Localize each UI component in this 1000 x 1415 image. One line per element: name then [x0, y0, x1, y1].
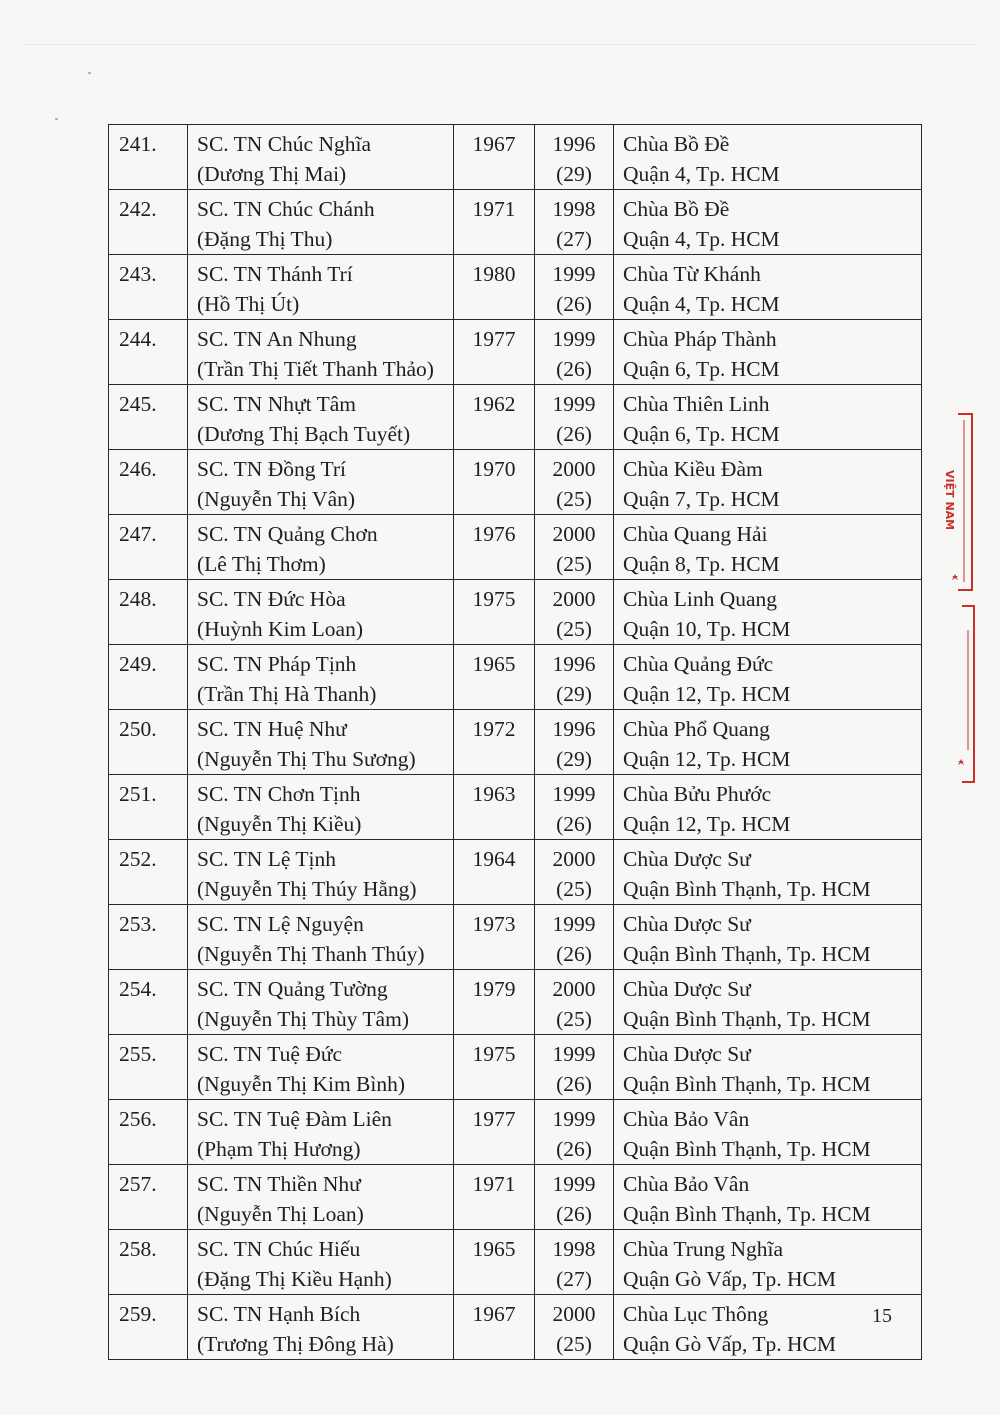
row-number-cell	[109, 970, 188, 1035]
temple-name: Chùa Phổ Quang	[623, 717, 770, 741]
temple-cell	[614, 1165, 922, 1230]
name-cell	[188, 450, 454, 515]
years-count: (26)	[556, 292, 592, 316]
temple-cell	[614, 645, 922, 710]
row-number-cell	[109, 905, 188, 970]
dharma-name: SC. TN Quảng Chơn	[197, 522, 378, 546]
row-number-cell	[109, 255, 188, 320]
years-count: (26)	[556, 1202, 592, 1226]
birth-year-cell	[454, 840, 535, 905]
dharma-name: SC. TN Tuệ Đàm Liên	[197, 1107, 392, 1131]
ordination-year: 2000	[552, 522, 596, 546]
birth-year: 1972	[472, 717, 516, 741]
lay-name: (Nguyễn Thị Thanh Thúy)	[197, 942, 425, 966]
table-row	[109, 515, 922, 580]
dharma-name: SC. TN Chơn Tịnh	[197, 782, 361, 806]
ordination-year: 1999	[552, 1172, 596, 1196]
ordination-cell	[535, 840, 614, 905]
row-number: 243.	[119, 262, 157, 286]
row-number-cell	[109, 320, 188, 385]
ordination-cell	[535, 710, 614, 775]
lay-name: (Nguyễn Thị Vân)	[197, 487, 356, 511]
row-number: 246.	[119, 457, 157, 481]
birth-year: 1971	[472, 197, 516, 221]
temple-location: Quận Bình Thạnh, Tp. HCM	[623, 1137, 871, 1161]
years-count: (25)	[556, 877, 592, 901]
dharma-name: SC. TN Quảng Tường	[197, 977, 388, 1001]
temple-cell	[614, 125, 922, 190]
name-cell	[188, 190, 454, 255]
temple-name: Chùa Thiên Linh	[623, 392, 770, 416]
row-number-cell	[109, 1035, 188, 1100]
red-stamp-mark	[938, 410, 978, 790]
birth-year-cell	[454, 320, 535, 385]
birth-year-cell	[454, 1035, 535, 1100]
years-count: (25)	[556, 1332, 592, 1356]
row-number-cell	[109, 515, 188, 580]
table-row	[109, 1035, 922, 1100]
table-row	[109, 970, 922, 1035]
temple-cell	[614, 1230, 922, 1295]
temple-name: Chùa Bảo Vân	[623, 1107, 750, 1131]
birth-year: 1977	[472, 1107, 516, 1131]
dharma-name: SC. TN Tuệ Đức	[197, 1042, 343, 1066]
birth-year: 1962	[472, 392, 516, 416]
lay-name: (Trương Thị Đông Hà)	[197, 1332, 394, 1356]
birth-year-cell	[454, 710, 535, 775]
temple-name: Chùa Bửu Phước	[623, 782, 772, 806]
birth-year: 1973	[472, 912, 516, 936]
name-cell	[188, 970, 454, 1035]
dharma-name: SC. TN Pháp Tịnh	[197, 652, 357, 676]
temple-location: Quận Bình Thạnh, Tp. HCM	[623, 1202, 871, 1226]
scan-speck	[55, 118, 58, 120]
dharma-name: SC. TN An Nhung	[197, 327, 357, 351]
row-number: 252.	[119, 847, 157, 871]
temple-location: Quận Bình Thạnh, Tp. HCM	[623, 877, 871, 901]
years-count: (26)	[556, 1137, 592, 1161]
row-number-cell	[109, 1100, 188, 1165]
years-count: (26)	[556, 422, 592, 446]
years-count: (27)	[556, 1267, 592, 1291]
name-cell	[188, 580, 454, 645]
birth-year-cell	[454, 905, 535, 970]
temple-cell	[614, 775, 922, 840]
name-cell	[188, 840, 454, 905]
temple-location: Quận 12, Tp. HCM	[623, 682, 791, 706]
birth-year: 1975	[472, 1042, 516, 1066]
name-cell	[188, 320, 454, 385]
temple-location: Quận 4, Tp. HCM	[623, 227, 780, 251]
ordination-year: 1999	[552, 392, 596, 416]
row-number-cell	[109, 775, 188, 840]
temple-name: Chùa Dược Sư	[623, 1042, 751, 1066]
birth-year-cell	[454, 255, 535, 320]
temple-name: Chùa Linh Quang	[623, 587, 778, 611]
temple-cell	[614, 255, 922, 320]
dharma-name: SC. TN Chúc Nghĩa	[197, 132, 371, 156]
name-cell	[188, 385, 454, 450]
ordination-cell	[535, 450, 614, 515]
name-cell	[188, 1100, 454, 1165]
row-number: 256.	[119, 1107, 157, 1131]
years-count: (25)	[556, 1007, 592, 1031]
birth-year-cell	[454, 1230, 535, 1295]
name-cell	[188, 905, 454, 970]
birth-year-cell	[454, 970, 535, 1035]
table-row	[109, 840, 922, 905]
name-cell	[188, 255, 454, 320]
name-cell	[188, 1295, 454, 1360]
temple-cell	[614, 710, 922, 775]
row-number: 242.	[119, 197, 157, 221]
table-row	[109, 320, 922, 385]
birth-year-cell	[454, 125, 535, 190]
table-row	[109, 255, 922, 320]
lay-name: (Nguyễn Thị Thúy Hằng)	[197, 877, 417, 901]
lay-name: (Huỳnh Kim Loan)	[197, 617, 363, 641]
years-count: (29)	[556, 682, 592, 706]
temple-name: Chùa Dược Sư	[623, 847, 751, 871]
temple-cell	[614, 905, 922, 970]
years-count: (29)	[556, 162, 592, 186]
row-number-cell	[109, 385, 188, 450]
birth-year-cell	[454, 775, 535, 840]
ordination-cell	[535, 775, 614, 840]
row-number: 257.	[119, 1172, 157, 1196]
years-count: (26)	[556, 812, 592, 836]
birth-year-cell	[454, 190, 535, 255]
table-row	[109, 1165, 922, 1230]
temple-name: Chùa Dược Sư	[623, 977, 751, 1001]
ordination-cell	[535, 385, 614, 450]
ordination-year: 1998	[552, 1237, 596, 1261]
row-number: 249.	[119, 652, 157, 676]
temple-name: Chùa Quang Hải	[623, 522, 768, 546]
temple-name: Chùa Dược Sư	[623, 912, 751, 936]
temple-location: Quận 6, Tp. HCM	[623, 422, 780, 446]
lay-name: (Nguyễn Thị Loan)	[197, 1202, 364, 1226]
temple-location: Quận 12, Tp. HCM	[623, 747, 791, 771]
lay-name: (Dương Thị Bạch Tuyết)	[197, 422, 411, 446]
lay-name: (Nguyễn Thị Kim Bình)	[197, 1072, 406, 1096]
name-cell	[188, 1165, 454, 1230]
temple-location: Quận 12, Tp. HCM	[623, 812, 791, 836]
name-cell	[188, 710, 454, 775]
row-number: 251.	[119, 782, 157, 806]
row-number: 244.	[119, 327, 157, 351]
table-row	[109, 1100, 922, 1165]
name-cell	[188, 1230, 454, 1295]
lay-name: (Trần Thị Tiết Thanh Thảo)	[197, 357, 434, 381]
temple-location: Quận Bình Thạnh, Tp. HCM	[623, 1072, 871, 1096]
row-number-cell	[109, 1230, 188, 1295]
dharma-name: SC. TN Hạnh Bích	[197, 1302, 361, 1326]
years-count: (25)	[556, 552, 592, 576]
table-row	[109, 775, 922, 840]
row-number: 254.	[119, 977, 157, 1001]
temple-name: Chùa Kiều Đàm	[623, 457, 763, 481]
ordination-year: 2000	[552, 1302, 596, 1326]
ordination-year: 1998	[552, 197, 596, 221]
temple-name: Chùa Từ Khánh	[623, 262, 761, 286]
name-cell	[188, 1035, 454, 1100]
ordination-year: 1996	[552, 652, 596, 676]
table-row	[109, 190, 922, 255]
temple-location: Quận Bình Thạnh, Tp. HCM	[623, 1007, 871, 1031]
row-number: 245.	[119, 392, 157, 416]
table-row	[109, 645, 922, 710]
temple-location: Quận 10, Tp. HCM	[623, 617, 791, 641]
temple-cell	[614, 1100, 922, 1165]
temple-cell	[614, 450, 922, 515]
table-row	[109, 580, 922, 645]
row-number-cell	[109, 840, 188, 905]
temple-location: Quận 4, Tp. HCM	[623, 292, 780, 316]
temple-location: Quận Gò Vấp, Tp. HCM	[623, 1267, 837, 1291]
row-number-cell	[109, 580, 188, 645]
ordination-cell	[535, 645, 614, 710]
years-count: (25)	[556, 617, 592, 641]
name-cell	[188, 515, 454, 580]
birth-year: 1967	[472, 1302, 516, 1326]
scan-speck	[88, 72, 91, 74]
ordination-cell	[535, 905, 614, 970]
lay-name: (Nguyễn Thị Thùy Tâm)	[197, 1007, 409, 1031]
years-count: (27)	[556, 227, 592, 251]
dharma-name: SC. TN Lệ Nguyện	[197, 912, 364, 936]
ordination-cell	[535, 970, 614, 1035]
temple-cell	[614, 1035, 922, 1100]
name-cell	[188, 125, 454, 190]
ordination-cell	[535, 1165, 614, 1230]
row-number-cell	[109, 125, 188, 190]
ordination-year: 1996	[552, 717, 596, 741]
birth-year: 1970	[472, 457, 516, 481]
ordination-year: 1999	[552, 782, 596, 806]
birth-year: 1976	[472, 522, 516, 546]
years-count: (26)	[556, 942, 592, 966]
row-number: 248.	[119, 587, 157, 611]
ordination-cell	[535, 1100, 614, 1165]
birth-year: 1971	[472, 1172, 516, 1196]
roster-table	[108, 124, 922, 1360]
dharma-name: SC. TN Thánh Trí	[197, 262, 353, 286]
birth-year-cell	[454, 580, 535, 645]
birth-year: 1963	[472, 782, 516, 806]
name-cell	[188, 645, 454, 710]
table-row	[109, 710, 922, 775]
table-row	[109, 450, 922, 515]
birth-year: 1967	[472, 132, 516, 156]
row-number: 247.	[119, 522, 157, 546]
temple-cell	[614, 840, 922, 905]
table-row	[109, 905, 922, 970]
birth-year: 1965	[472, 1237, 516, 1261]
ordination-cell	[535, 125, 614, 190]
birth-year-cell	[454, 450, 535, 515]
temple-cell	[614, 190, 922, 255]
ordination-cell	[535, 1295, 614, 1360]
lay-name: (Nguyễn Thị Kiều)	[197, 812, 362, 836]
temple-cell	[614, 515, 922, 580]
lay-name: (Nguyễn Thị Thu Sương)	[197, 747, 416, 771]
temple-cell	[614, 970, 922, 1035]
roster-body	[109, 125, 922, 1360]
row-number: 250.	[119, 717, 157, 741]
temple-cell	[614, 580, 922, 645]
temple-name: Chùa Trung Nghĩa	[623, 1237, 784, 1261]
birth-year: 1977	[472, 327, 516, 351]
ordination-cell	[535, 1035, 614, 1100]
lay-name: (Dương Thị Mai)	[197, 162, 347, 186]
dharma-name: SC. TN Chúc Hiếu	[197, 1237, 361, 1261]
row-number-cell	[109, 645, 188, 710]
birth-year-cell	[454, 1100, 535, 1165]
years-count: (26)	[556, 1072, 592, 1096]
temple-name: Chùa Bồ Đề	[623, 132, 730, 156]
star-icon	[952, 574, 958, 580]
dharma-name: SC. TN Huệ Như	[197, 717, 347, 741]
temple-location: Quận 8, Tp. HCM	[623, 552, 780, 576]
dharma-name: SC. TN Lệ Tịnh	[197, 847, 336, 871]
temple-name: Chùa Bảo Vân	[623, 1172, 750, 1196]
temple-cell	[614, 385, 922, 450]
row-number: 255.	[119, 1042, 157, 1066]
temple-cell	[614, 320, 922, 385]
birth-year: 1979	[472, 977, 516, 1001]
row-number-cell	[109, 710, 188, 775]
temple-name: Chùa Quảng Đức	[623, 652, 774, 676]
ordination-cell	[535, 1230, 614, 1295]
dharma-name: SC. TN Đức Hòa	[197, 587, 346, 611]
lay-name: (Trần Thị Hà Thanh)	[197, 682, 377, 706]
ordination-cell	[535, 320, 614, 385]
table-row	[109, 125, 922, 190]
years-count: (26)	[556, 357, 592, 381]
birth-year: 1965	[472, 652, 516, 676]
dharma-name: SC. TN Thiền Như	[197, 1172, 361, 1196]
ordination-year: 1999	[552, 912, 596, 936]
temple-location: Quận 7, Tp. HCM	[623, 487, 780, 511]
ordination-cell	[535, 580, 614, 645]
table-row	[109, 385, 922, 450]
ordination-year: 1999	[552, 1107, 596, 1131]
ordination-year: 1999	[552, 262, 596, 286]
lay-name: (Đặng Thị Thu)	[197, 227, 333, 251]
lay-name: (Lê Thị Thơm)	[197, 552, 326, 576]
dharma-name: SC. TN Nhựt Tâm	[197, 392, 356, 416]
temple-location: Quận Bình Thạnh, Tp. HCM	[623, 942, 871, 966]
row-number-cell	[109, 1295, 188, 1360]
ordination-cell	[535, 190, 614, 255]
ordination-year: 1996	[552, 132, 596, 156]
row-number: 241.	[119, 132, 157, 156]
table-row	[109, 1295, 922, 1360]
star-icon	[958, 759, 964, 765]
row-number: 259.	[119, 1302, 157, 1326]
birth-year-cell	[454, 515, 535, 580]
stamp-text: VIỆT NAM	[943, 470, 956, 531]
row-number: 258.	[119, 1237, 157, 1261]
years-count: (25)	[556, 487, 592, 511]
ordination-year: 2000	[552, 847, 596, 871]
birth-year-cell	[454, 385, 535, 450]
ordination-cell	[535, 255, 614, 320]
ordination-year: 1999	[552, 327, 596, 351]
birth-year: 1975	[472, 587, 516, 611]
ordination-year: 1999	[552, 1042, 596, 1066]
temple-name: Chùa Pháp Thành	[623, 327, 777, 351]
birth-year: 1964	[472, 847, 516, 871]
ordination-year: 2000	[552, 977, 596, 1001]
table-row	[109, 1230, 922, 1295]
ordination-year: 2000	[552, 457, 596, 481]
name-cell	[188, 775, 454, 840]
temple-name: Chùa Bồ Đề	[623, 197, 730, 221]
stamp-bracket-top	[958, 414, 972, 590]
lay-name: (Phạm Thị Hương)	[197, 1137, 361, 1161]
lay-name: (Đặng Thị Kiều Hạnh)	[197, 1267, 392, 1291]
birth-year-cell	[454, 1165, 535, 1230]
row-number-cell	[109, 450, 188, 515]
ordination-cell	[535, 515, 614, 580]
birth-year-cell	[454, 1295, 535, 1360]
dharma-name: SC. TN Đồng Trí	[197, 457, 346, 481]
ordination-year: 2000	[552, 587, 596, 611]
lay-name: (Hồ Thị Út)	[197, 292, 300, 316]
birth-year-cell	[454, 645, 535, 710]
row-number-cell	[109, 190, 188, 255]
temple-location: Quận Gò Vấp, Tp. HCM	[623, 1332, 837, 1356]
row-number: 253.	[119, 912, 157, 936]
years-count: (29)	[556, 747, 592, 771]
dharma-name: SC. TN Chúc Chánh	[197, 197, 375, 221]
birth-year: 1980	[472, 262, 516, 286]
page-number: 15	[872, 1305, 892, 1327]
temple-location: Quận 6, Tp. HCM	[623, 357, 780, 381]
temple-location: Quận 4, Tp. HCM	[623, 162, 780, 186]
row-number-cell	[109, 1165, 188, 1230]
temple-name: Chùa Lục Thông	[623, 1302, 769, 1326]
